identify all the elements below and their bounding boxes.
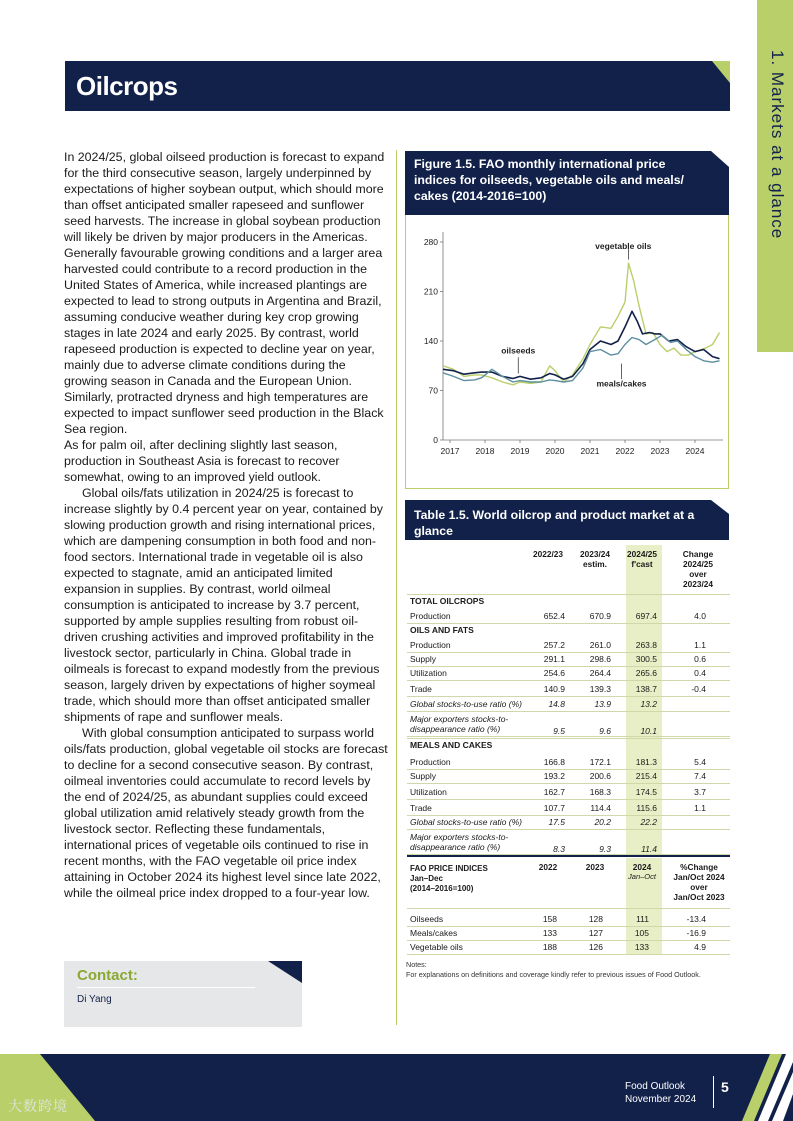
row-rule — [407, 711, 730, 712]
row-label: Major exporters stocks-to- — [410, 832, 509, 842]
cell-value: 1.1 — [694, 640, 706, 650]
price-section-rule — [407, 855, 730, 857]
cell-value: 172.1 — [589, 757, 611, 767]
price-heading-base: (2014–2016=100) — [410, 884, 474, 893]
row-label: disappearance ratio (%) — [410, 842, 501, 852]
notes — [406, 960, 736, 979]
col-header-2023-24: 2023/24 — [580, 549, 610, 559]
cell-value: 7.4 — [694, 771, 706, 781]
side-tab-label: 1. Markets at a glance — [768, 50, 787, 240]
row-rule — [407, 736, 730, 737]
row-rule — [407, 799, 730, 800]
row-label: Trade — [410, 684, 432, 694]
cell-value: 300.5 — [635, 654, 657, 664]
page-number: 5 — [721, 1079, 729, 1095]
annotation-oilseeds: oilseeds — [501, 345, 536, 356]
row-rule — [407, 696, 730, 697]
row-label: Global stocks-to-use ratio (%) — [410, 817, 522, 827]
y-tick-label: 140 — [423, 336, 438, 346]
cell-value: 166.8 — [543, 757, 565, 767]
row-rule — [407, 926, 730, 927]
cell-value: 263.8 — [635, 640, 657, 650]
footer-pub-title: Food Outlook — [625, 1081, 686, 1092]
cell-value: 8.3 — [553, 844, 565, 854]
figure-header-fold — [711, 151, 729, 167]
price-col-change-base: Jan/Oct 2023 — [673, 892, 725, 902]
x-tick-label: 2017 — [440, 446, 460, 456]
notes-text: For explanations on definitions and coverage kindly refer to previous issues of Food Outlook. — [406, 969, 701, 979]
cell-value: 261.0 — [589, 640, 611, 650]
footer — [0, 1054, 793, 1121]
x-tick-label: 2020 — [545, 446, 565, 456]
x-tick-label: 2022 — [615, 446, 635, 456]
row-label: Global stocks-to-use ratio (%) — [410, 699, 522, 709]
cell-value: 265.6 — [635, 668, 657, 678]
cell-value: 140.9 — [543, 684, 565, 694]
price-value: 105 — [634, 928, 649, 938]
row-label: Production — [410, 757, 451, 767]
paragraph-2: As for palm oil, after declining slightly last season, production in Southeast Asia is forecast to recover somewhat, owing to an improved yield outlook. — [64, 438, 340, 484]
price-heading-period: Jan–Dec — [410, 874, 443, 883]
price-row-label: Oilseeds — [410, 914, 444, 924]
price-value: 188 — [542, 942, 557, 952]
cell-value: 0.4 — [694, 668, 706, 678]
table-header — [405, 500, 729, 540]
section-heading: MEALS AND CAKES — [410, 740, 493, 750]
row-label: Supply — [410, 771, 436, 781]
section-heading: TOTAL OILCROPS — [410, 596, 485, 606]
cell-value: 162.7 — [543, 787, 565, 797]
price-col-2024-period: Jan–Oct — [628, 872, 656, 881]
body-text — [64, 149, 390, 901]
title-banner — [65, 61, 730, 111]
row-rule — [407, 783, 730, 784]
cell-value: 139.3 — [589, 684, 611, 694]
col-header-fcast: f'cast — [631, 559, 653, 569]
row-rule — [407, 908, 730, 909]
cell-value: 20.2 — [594, 817, 611, 827]
footer-publication — [625, 1080, 696, 1106]
contact-name: Di Yang — [77, 994, 112, 1005]
cell-value: 0.6 — [694, 654, 706, 664]
row-rule — [407, 680, 730, 681]
cell-value: 181.3 — [635, 757, 657, 767]
price-value: 158 — [542, 914, 557, 924]
cell-value: 193.2 — [543, 771, 565, 781]
cell-value: -0.4 — [691, 684, 706, 694]
row-rule — [407, 954, 730, 955]
cell-value: 298.6 — [589, 654, 611, 664]
cell-value: 9.5 — [553, 726, 565, 736]
cell-value: 3.7 — [694, 787, 706, 797]
cell-value: 10.1 — [640, 726, 657, 736]
figure-header — [405, 151, 729, 215]
paragraph-3: Global oils/fats utilization in 2024/25 is forecast to increase slightly by 0.4 percent year on year, contained by slowing production growth and rising international prices, which are dampening consumption in both food and non-food sectors. International trade in vegetable oil is also expected to stagnate, amid an anticipated limited expansion in supplies. By contrast, world oilmeal consumption is anticipated to increase by 3.7 percent, supported by ample supplies resulting from robust oil-driven crushing activities and improved profitability in the livestock sector, particularly in China. Global trade in oilmeals is forecast to expand modestly from the previous season, largely driven by expectations of higher soymeal trade, which should more than offset anticipated smaller shipments of rape and sunflower meals. — [64, 486, 383, 724]
cell-value: 200.6 — [589, 771, 611, 781]
contact-box — [64, 961, 302, 1027]
row-label: disappearance ratio (%) — [410, 724, 501, 734]
cell-value: 1.1 — [694, 803, 706, 813]
y-tick-label: 210 — [423, 286, 438, 297]
row-label: Major exporters stocks-to- — [410, 714, 509, 724]
col-header-2022-23: 2022/23 — [533, 549, 563, 559]
section-heading: OILS AND FATS — [410, 625, 474, 635]
cell-value: 264.4 — [589, 668, 611, 678]
cell-value: 13.9 — [594, 699, 611, 709]
series-line-meals-cakes — [443, 335, 720, 382]
notes-heading: Notes: — [406, 960, 427, 969]
col-header-change-over: over — [689, 569, 707, 579]
page-title: Oilcrops — [76, 71, 178, 101]
x-tick-label: 2021 — [580, 446, 600, 456]
row-rule — [407, 940, 730, 941]
price-row-label: Vegetable oils — [410, 942, 463, 952]
cell-value: 257.2 — [543, 640, 565, 650]
y-tick-label: 70 — [428, 385, 438, 396]
row-rule — [407, 666, 730, 667]
price-value: 111 — [636, 914, 649, 924]
col-header-change-year: 2024/25 — [683, 559, 713, 569]
cell-value: 115.6 — [636, 803, 657, 813]
price-value: -16.9 — [686, 928, 706, 938]
cell-value: 168.3 — [589, 787, 611, 797]
paragraph-4: With global consumption anticipated to surpass world oils/fats production, global vegetable oil stocks are forecast to decline for a second consecutive season. By contrast, oilmeal inventories could accumulate to record levels by the end of 2024/25, as abundant supplies could exceed global utilization amid relatively steady growth from the livestock sector. Reflecting these fundamentals, international prices of vegetable oils continued to rise in recent months, with the FAO vegetable oil price index attaining in October 2024 its highest level since late 2022, while the oilmeal price index dropped to a four-year low. — [64, 726, 388, 900]
price-heading: FAO PRICE INDICES — [410, 864, 488, 873]
annotation-meals-cakes: meals/cakes — [596, 378, 647, 389]
x-tick-label: 2018 — [475, 446, 495, 456]
price-value: -13.4 — [686, 914, 706, 924]
price-value: 128 — [588, 914, 603, 924]
figure-title: Figure 1.5. FAO monthly international price indices for oilseeds, vegetable oils and meals/ cakes (2014-2016=100) — [414, 157, 684, 203]
paragraph-1: In 2024/25, global oilseed production is forecast to expand for the third consecutive season, largely underpinned by expectations of higher soybean output, which should more than offset anticipated smaller rapeseed and sunflower seed harvests. The increase in global soybean production will likely be driven by major producers in the Americas. Generally favourable growing conditions and a larger area harvested could contribute to a record production in the United States of America, while increased plantings are expected to lead to strong outputs in Argentina and Brazil, assuming conducive weather during key crop growing stages in late 2024 and early 2025. By contrast, world rapeseed production is expected to decline year on year, mainly due to adverse climate conditions during the growing season in Canada and the European Union. Similarly, protracted dryness and high temperatures are expected to impact sunflower seed production in the Black Sea region. — [64, 150, 385, 436]
contact-corner — [268, 961, 302, 983]
price-row-label: Meals/cakes — [410, 928, 458, 938]
row-label: Utilization — [410, 668, 447, 678]
price-col-2022: 2022 — [538, 862, 558, 872]
col-header-change: Change — [682, 549, 714, 559]
cell-value: 4.0 — [694, 611, 706, 621]
annotation-vegetable-oils: vegetable oils — [595, 240, 652, 251]
cell-value: 652.4 — [543, 611, 565, 621]
cell-value: 697.4 — [635, 611, 657, 621]
y-tick-label: 0 — [433, 435, 438, 445]
row-rule — [407, 652, 730, 653]
x-tick-label: 2024 — [685, 446, 705, 456]
cell-value: 9.3 — [599, 844, 611, 854]
cell-value: 11.4 — [641, 844, 657, 854]
row-label: Utilization — [410, 787, 447, 797]
cell-value: 9.6 — [599, 726, 611, 736]
col-header-estim: estim. — [583, 559, 607, 569]
row-label: Production — [410, 640, 451, 650]
footer-separator — [713, 1076, 714, 1108]
table-header-fold — [711, 500, 729, 514]
table-title: Table 1.5. World oilcrop and product market at a glance — [414, 508, 695, 538]
section-rule — [407, 738, 730, 739]
x-tick-label: 2019 — [510, 446, 530, 456]
cell-value: 17.5 — [548, 817, 565, 827]
cell-value: 107.7 — [543, 803, 565, 813]
row-rule — [407, 829, 730, 830]
row-label: Production — [410, 611, 451, 621]
cell-value: 114.4 — [590, 803, 611, 813]
cell-value: 138.7 — [635, 684, 657, 694]
col-header-2024-25: 2024/25 — [627, 549, 657, 559]
column-divider — [396, 150, 397, 1025]
cell-value: 13.2 — [640, 699, 657, 709]
price-value: 126 — [588, 942, 603, 952]
row-label: Supply — [410, 654, 436, 664]
cell-value: 670.9 — [589, 611, 611, 621]
cell-value: 5.4 — [694, 757, 706, 767]
price-value: 133 — [542, 928, 557, 938]
price-col-change-over: over — [690, 882, 708, 892]
cell-value: 215.4 — [635, 771, 657, 781]
price-col-2024: 2024 — [632, 862, 652, 872]
price-value: 127 — [588, 928, 603, 938]
footer-pub-date: November 2024 — [625, 1094, 697, 1105]
price-value: 4.9 — [694, 942, 706, 952]
price-col-2023: 2023 — [585, 862, 605, 872]
price-col-change: %Change — [680, 862, 718, 872]
cell-value: 174.5 — [635, 787, 657, 797]
price-value: 133 — [634, 942, 649, 952]
section-rule — [407, 594, 730, 595]
banner-fold — [712, 61, 730, 83]
contact-divider — [77, 987, 255, 988]
section-rule — [407, 623, 730, 624]
row-label: Trade — [410, 803, 432, 813]
cell-value: 14.8 — [548, 699, 565, 709]
price-col-change-period: Jan/Oct 2024 — [673, 872, 725, 882]
cell-value: 22.2 — [640, 817, 657, 827]
row-rule — [407, 769, 730, 770]
y-tick-label: 280 — [423, 237, 438, 247]
row-rule — [407, 815, 730, 816]
price-index-chart — [405, 215, 729, 489]
x-tick-label: 2023 — [650, 446, 670, 456]
cell-value: 291.1 — [543, 654, 565, 664]
contact-title: Contact: — [77, 967, 138, 984]
watermark: 大数跨境 — [8, 1098, 68, 1114]
cell-value: 254.6 — [543, 668, 565, 678]
col-header-change-base: 2023/24 — [683, 579, 713, 589]
